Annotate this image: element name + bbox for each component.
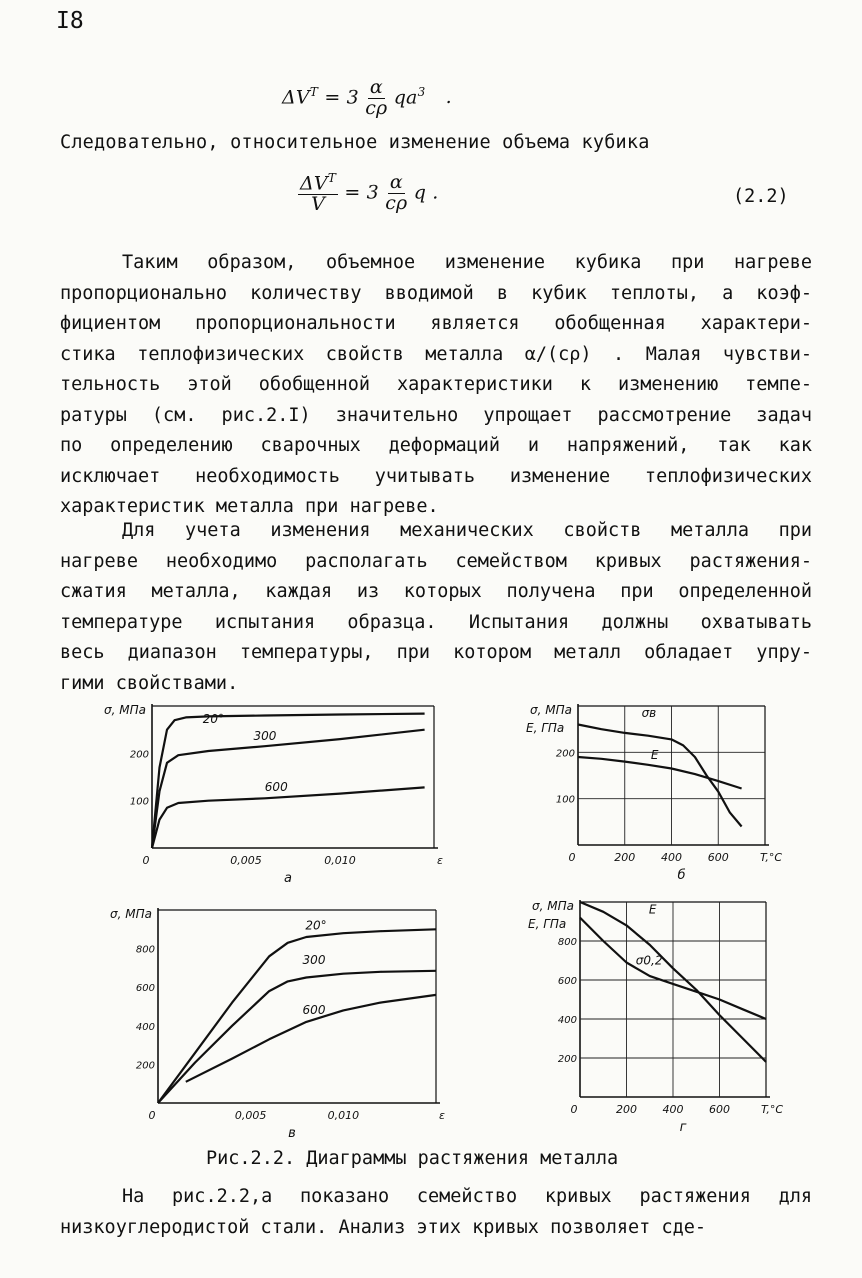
text-line: исключает необходимость учитывать изменение теплофизических xyxy=(60,465,812,487)
series-label: 600 xyxy=(264,780,288,795)
y-axis-title: σ, МПа xyxy=(110,907,152,921)
x-tick-label: 0 xyxy=(570,1103,578,1116)
y-tick-label: 600 xyxy=(135,983,155,995)
x-tick-label: 600 xyxy=(709,1103,730,1116)
paragraph-3 xyxy=(60,1182,812,1243)
equation-1: $\Delta V^T = 3$ $\frac{\alpha}{c\rho}$ $qa^3$ . xyxy=(282,76,452,119)
panel-letter: а xyxy=(284,871,292,886)
text-line: фициентом пропорциональности является обобщенная характери- xyxy=(60,313,812,334)
x-tick-label: 400 xyxy=(661,851,682,864)
x-tick-label: 0,010 xyxy=(327,1109,360,1122)
series-label: 300 xyxy=(302,953,326,968)
text-line: гими свойствами. xyxy=(60,672,239,694)
series-label: 600 xyxy=(302,1003,326,1018)
text-line: тельность этой обобщенной характеристики к изменению темпе- xyxy=(60,374,812,395)
text-line: по определению сварочных деформаций и напряжений, так как xyxy=(60,435,812,456)
text-line: На рис.2.2,а показано семейство кривых растяжения для xyxy=(122,1186,812,1207)
y-axis-title: σ, МПа xyxy=(532,899,574,913)
series-label: 20° xyxy=(305,918,327,933)
page-number: I8 xyxy=(56,8,84,34)
series-line xyxy=(158,971,436,1103)
x-tick-label: T,°C xyxy=(760,1103,784,1116)
series-line xyxy=(152,787,425,848)
y-tick-label: 200 xyxy=(557,1054,577,1065)
y-tick-label: 200 xyxy=(555,748,575,760)
y-tick-label: 200 xyxy=(129,749,149,761)
text-line: низкоуглеродистой стали. Анализ этих кривых позволяет сде- xyxy=(60,1216,707,1238)
x-tick-label: 200 xyxy=(616,1103,637,1116)
equation-number: (2.2) xyxy=(733,186,789,207)
series-label: Е xyxy=(650,747,659,762)
y-axis-title-2: Е, ГПа xyxy=(526,721,565,735)
x-tick-label: 600 xyxy=(707,851,729,864)
text-line: нагреве необходимо располагать семейством кривых растяжения- xyxy=(60,550,812,572)
series-label: σ0,2 xyxy=(635,953,663,968)
y-tick-label: 100 xyxy=(129,796,149,808)
text-line: Для учета изменения механических свойств металла при xyxy=(122,520,812,541)
series-line xyxy=(152,730,425,848)
panel-letter: в xyxy=(288,1126,296,1141)
panel-letter: б xyxy=(677,868,686,883)
y-tick-label: 200 xyxy=(135,1060,155,1072)
x-tick-label: 400 xyxy=(662,1103,684,1116)
y-tick-label: 100 xyxy=(555,794,575,806)
x-tick-label: 0,010 xyxy=(324,854,356,867)
x-tick-label: 0 xyxy=(568,851,576,864)
series-label: σв xyxy=(641,706,657,721)
x-tick-label: 0 xyxy=(148,1109,156,1122)
panel-letter: г xyxy=(679,1120,687,1135)
figure-caption: Рис.2.2. Диаграммы растяжения металла xyxy=(206,1148,619,1169)
x-tick-label: 200 xyxy=(614,851,636,864)
text-line: стика теплофизических свойств металла α/(cρ) . Малая чувстви- xyxy=(60,343,812,365)
x-tick-label: ε xyxy=(439,1109,445,1122)
x-tick-label: 0,005 xyxy=(234,1109,267,1122)
x-tick-label: 0,005 xyxy=(230,854,262,867)
equation-2: $\frac{\Delta V^T}{V}$ = 3 $\frac{\alpha}{c\rho}$ q . xyxy=(300,171,439,216)
text-line: температуре испытания образца. Испытания должны охватывать xyxy=(60,611,812,633)
y-axis-title: σ, МПа xyxy=(530,703,572,717)
x-tick-label: ε xyxy=(437,854,443,867)
y-axis-title: σ, МПа xyxy=(104,703,146,717)
series-line xyxy=(578,725,742,827)
y-tick-label: 600 xyxy=(557,976,577,987)
intro-line: Следовательно, относительное изменение объема кубика xyxy=(60,132,650,153)
text-line: Таким образом, объемное изменение кубика при нагреве xyxy=(122,252,812,273)
text-line: ратуры (см. рис.2.I) значительно упрощает рассмотрение задач xyxy=(60,404,812,426)
series-line xyxy=(158,929,436,1103)
series-line xyxy=(578,757,742,789)
series-label: Е xyxy=(648,902,657,917)
text-line: пропорционально количеству вводимой в кубик теплоты, а коэф- xyxy=(60,282,812,304)
text-line: сжатия металла, каждая из которых получена при определенной xyxy=(60,581,812,602)
x-tick-label: T,°C xyxy=(759,851,783,864)
x-tick-label: 0 xyxy=(142,854,150,867)
text-line: характеристик металла при нагреве. xyxy=(60,496,439,517)
series-label: 300 xyxy=(253,729,277,744)
y-tick-label: 800 xyxy=(557,937,577,948)
y-tick-label: 400 xyxy=(557,1015,577,1026)
y-tick-label: 400 xyxy=(135,1021,155,1033)
series-label: 20° xyxy=(202,712,225,727)
y-axis-title-2: Е, ГПа xyxy=(528,917,567,931)
text-line: весь диапазон температуры, при котором металл обладает упру- xyxy=(60,642,812,663)
y-tick-label: 800 xyxy=(135,944,155,956)
